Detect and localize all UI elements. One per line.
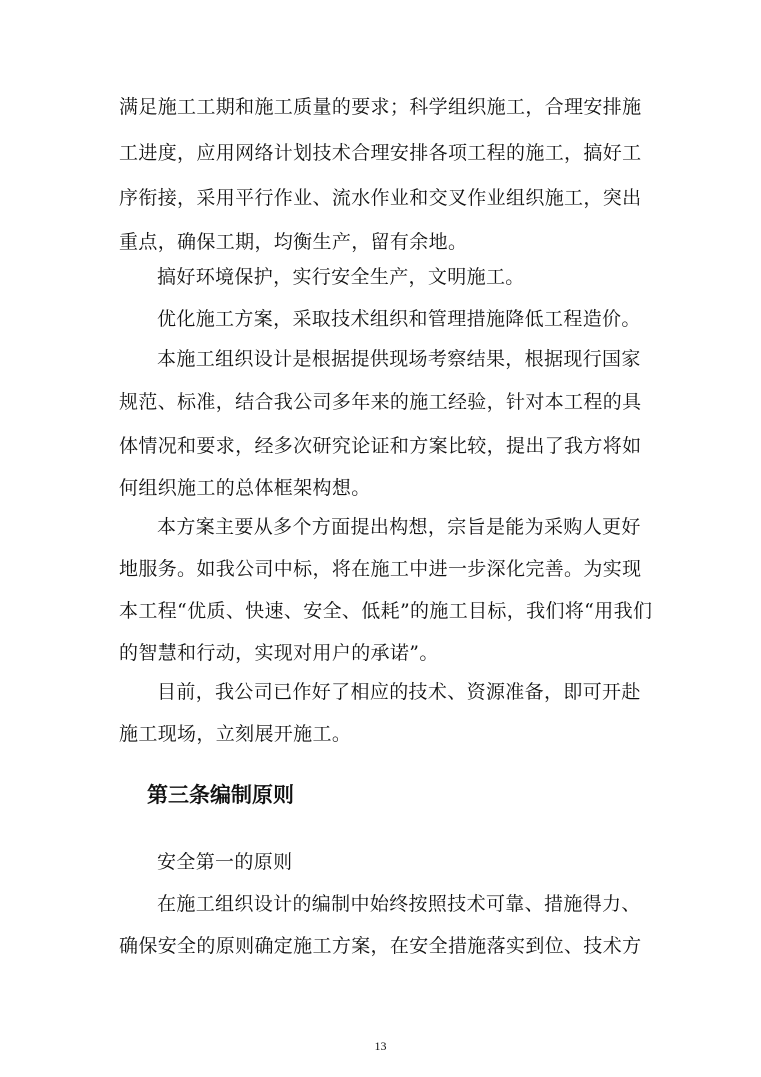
- section-paragraph-line-2: 确保安全的原则确定施工方案，在安全措施落实到位、技术方: [119, 935, 642, 957]
- section-paragraph-line-1: 在施工组织设计的编制中始终按照技术可靠、措施得力、: [157, 893, 641, 915]
- paragraph-4-line-1: 本施工组织设计是根据提供现场考察结果，根据现行国家: [157, 348, 641, 370]
- paragraph-6-line-2: 施工现场，立刻展开施工。: [119, 723, 352, 745]
- paragraph-1-line-3: 序衔接，采用平行作业、流水作业和交叉作业组织施工，突出: [119, 187, 642, 209]
- paragraph-5-line-1: 本方案主要从多个方面提出构想，宗旨是能为采购人更好: [157, 516, 641, 538]
- paragraph-3-line-1: 优化施工方案，采取技术组织和管理措施降低工程造价。: [157, 308, 641, 330]
- paragraph-4-line-2: 规范、标准，结合我公司多年来的施工经验，针对本工程的具: [119, 391, 642, 413]
- section-subheading: 安全第一的原则: [157, 851, 293, 873]
- paragraph-4-line-3: 体情况和要求，经多次研究论证和方案比较，提出了我方将如: [119, 435, 642, 457]
- paragraph-1-line-2: 工进度，应用网络计划技术合理安排各项工程的施工，搞好工: [119, 142, 642, 164]
- page-number: 13: [374, 1039, 387, 1053]
- paragraph-5-line-3: 本工程“优质、快速、安全、低耗”的施工目标，我们将“用我们: [119, 600, 653, 622]
- paragraph-2-line-1: 搞好环境保护，实行安全生产，文明施工。: [157, 266, 525, 288]
- paragraph-1-line-1: 满足施工工期和施工质量的要求；科学组织施工，合理安排施: [119, 96, 642, 118]
- paragraph-1-line-4: 重点，确保工期，均衡生产，留有余地。: [119, 231, 468, 253]
- paragraph-5-line-4: 的智慧和行动，实现对用户的承诺”。: [119, 642, 439, 664]
- paragraph-5-line-2: 地服务。如我公司中标，将在施工中进一步深化完善。为实现: [119, 558, 642, 580]
- paragraph-4-line-4: 何组织施工的总体框架构想。: [119, 477, 371, 499]
- paragraph-6-line-1: 目前，我公司已作好了相应的技术、资源准备，即可开赴: [157, 681, 641, 703]
- section-heading: 第三条编制原则: [147, 783, 294, 807]
